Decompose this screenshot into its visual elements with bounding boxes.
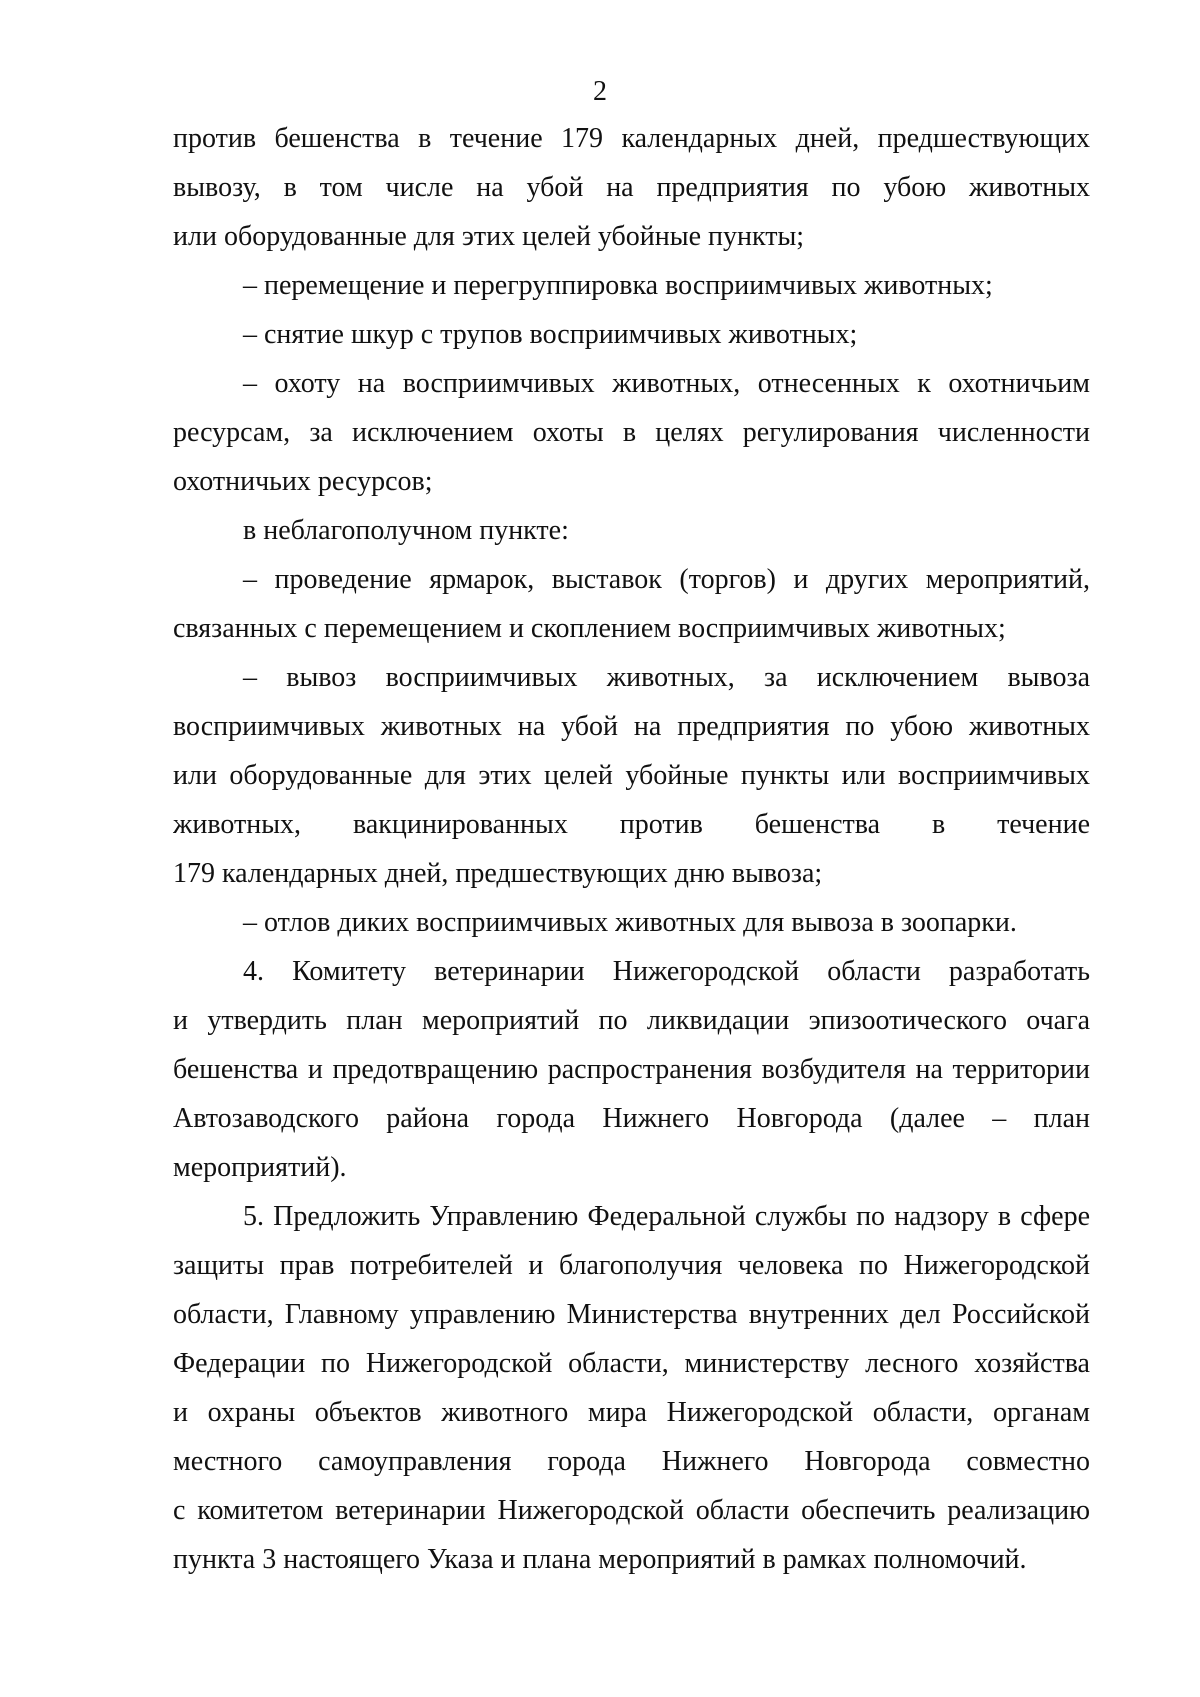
text-line: восприимчивых животных на убой на предприятия по убою животных: [173, 711, 1090, 742]
paragraph-4: [173, 506, 1090, 555]
text-line: 5. Предложить Управлению Федеральной службы по надзору в сфере: [243, 1201, 1090, 1232]
text-line: животных, вакцинированных против бешенства в течение: [173, 809, 1090, 840]
text-line: пункта 3 настоящего Указа и плана мероприятий в рамках полномочий.: [173, 1544, 1027, 1575]
text-line: ресурсам, за исключением охоты в целях регулирования численности: [173, 417, 1090, 448]
text-line: – проведение ярмарок, выставок (торгов) и других мероприятий,: [243, 564, 1090, 595]
paragraph-6: [173, 653, 1090, 898]
text-line: 4. Комитету ветеринарии Нижегородской области разработать: [243, 956, 1090, 987]
paragraph-2: [173, 310, 1090, 359]
text-line: Федерации по Нижегородской области, министерству лесного хозяйства: [173, 1348, 1090, 1379]
paragraph-9: [173, 1192, 1090, 1584]
text-line: в неблагополучном пункте:: [243, 515, 569, 546]
page-number: 2: [593, 76, 607, 107]
text-line: 179 календарных дней, предшествующих дню вывоза;: [173, 858, 823, 889]
paragraph-8: [173, 947, 1090, 1192]
text-line: мероприятий).: [173, 1152, 347, 1183]
text-line: местного самоуправления города Нижнего Новгорода совместно: [173, 1446, 1090, 1477]
text-line: защиты прав потребителей и благополучия человека по Нижегородской: [173, 1250, 1090, 1281]
paragraph-3: [173, 359, 1090, 506]
text-line: – перемещение и перегруппировка восприимчивых животных;: [243, 270, 993, 301]
text-line: и утвердить план мероприятий по ликвидации эпизоотического очага: [173, 1005, 1090, 1036]
text-line: – охоту на восприимчивых животных, отнесенных к охотничьим: [243, 368, 1090, 399]
text-line: – отлов диких восприимчивых животных для вывоза в зоопарки.: [243, 907, 1017, 938]
text-line: – вывоз восприимчивых животных, за исключением вывоза: [243, 662, 1090, 693]
text-line: связанных с перемещением и скоплением восприимчивых животных;: [173, 613, 1006, 644]
text-line: с комитетом ветеринарии Нижегородской области обеспечить реализацию: [173, 1495, 1090, 1526]
paragraph-7: [173, 898, 1090, 947]
text-line: бешенства и предотвращению распространения возбудителя на территории: [173, 1054, 1090, 1085]
text-line: области, Главному управлению Министерства внутренних дел Российской: [173, 1299, 1090, 1330]
text-line: или оборудованные для этих целей убойные пункты или восприимчивых: [173, 760, 1090, 791]
text-line: или оборудованные для этих целей убойные пункты;: [173, 221, 805, 252]
text-line: – снятие шкур с трупов восприимчивых животных;: [243, 319, 858, 350]
document-body: [173, 114, 1090, 1584]
paragraph-5: [173, 555, 1090, 653]
text-line: против бешенства в течение 179 календарных дней, предшествующих: [173, 123, 1090, 154]
text-line: охотничьих ресурсов;: [173, 466, 433, 497]
text-line: вывозу, в том числе на убой на предприятия по убою животных: [173, 172, 1090, 203]
text-line: и охраны объектов животного мира Нижегородской области, органам: [173, 1397, 1090, 1428]
text-line: Автозаводского района города Нижнего Новгорода (далее – план: [173, 1103, 1090, 1134]
paragraph-1: [173, 261, 1090, 310]
paragraph-0: [173, 114, 1090, 261]
